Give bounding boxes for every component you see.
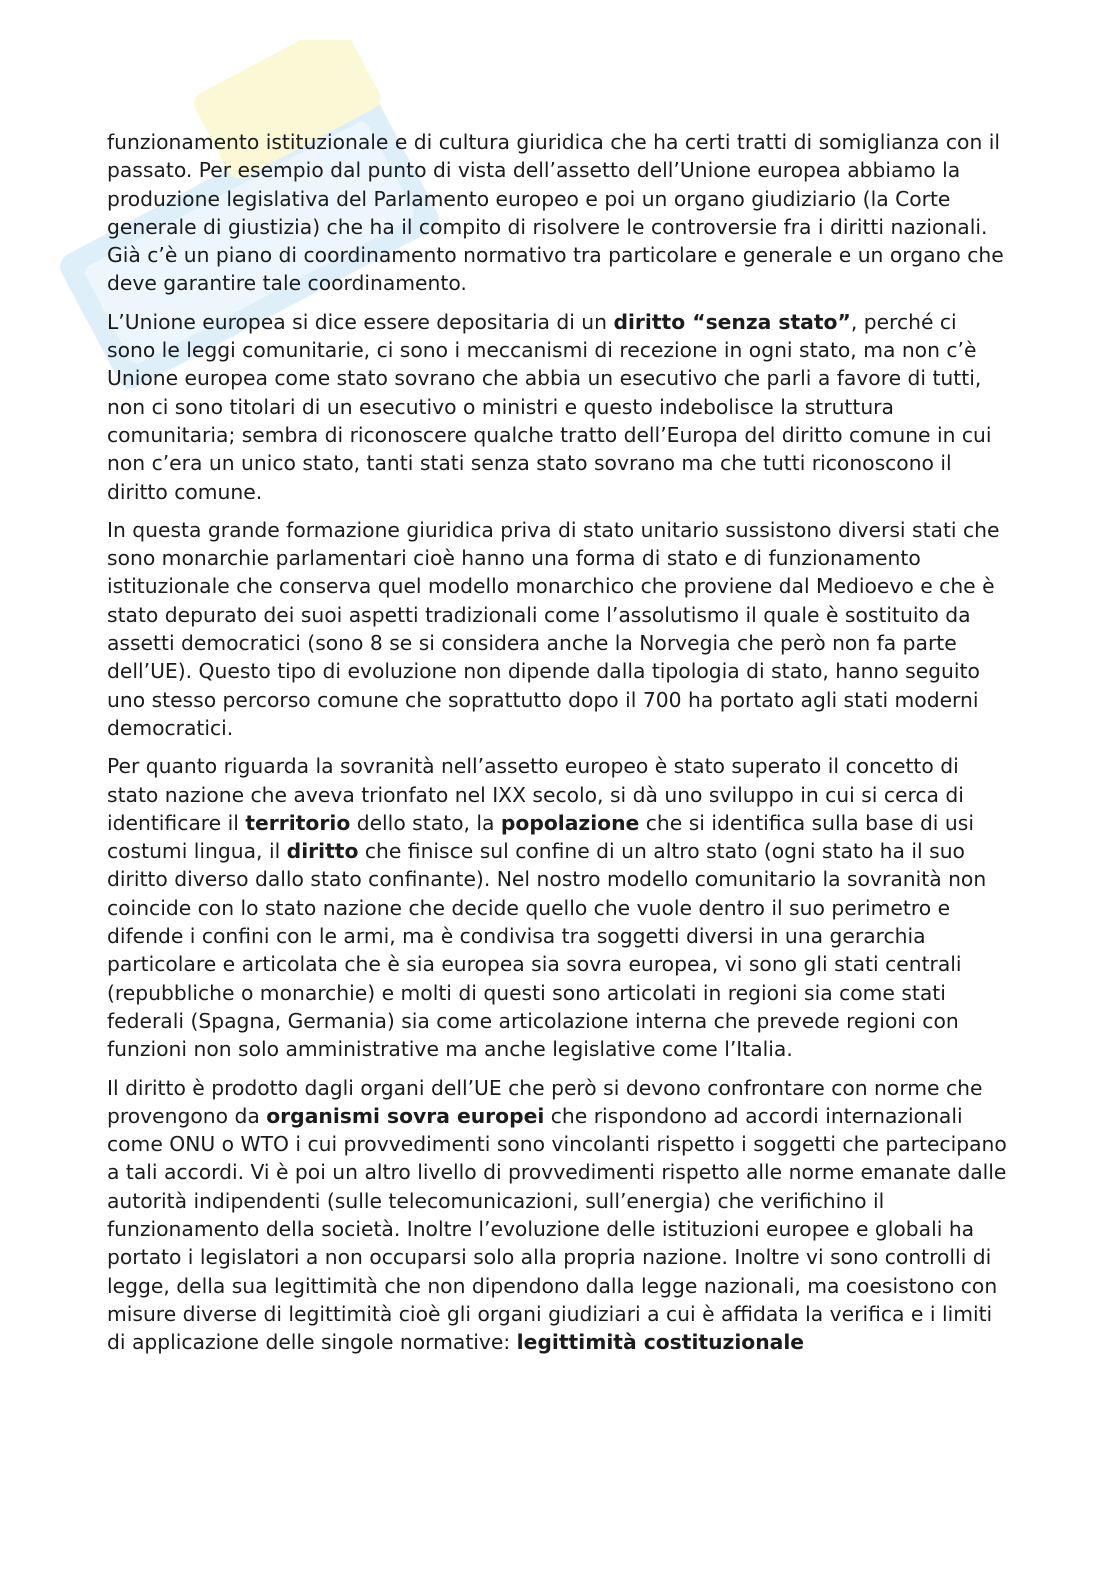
paragraph <box>107 128 1007 298</box>
bold-term: diritto “senza stato” <box>613 309 851 334</box>
bold-term: legittimità costituzionale <box>516 1330 805 1355</box>
bold-term: popolazione <box>500 810 640 835</box>
paragraph <box>107 752 1007 1063</box>
document-body <box>107 128 1007 1366</box>
text-run: funzionamento istituzionale e di cultura giuridica che ha certi tratti di somiglianza con il passato. Per esempio dal punto di vista dell’assetto dell’Unione europea abbiamo la produzione legislativa del Parlamento europeo e poi un organo giudiziario (la Corte generale di giustizia) che ha il compito di risolvere le controversie fra i diritti nazionali. Già c’è un piano di coordinamento normativo tra particolare e generale e un organo che deve garantire tale coordinamento. <box>107 130 1004 296</box>
text-run: Il diritto è prodotto dagli organi dell’UE che però si devono confrontare con norme che provengono da <box>107 1075 983 1128</box>
bold-term: territorio <box>245 810 351 835</box>
paragraph <box>107 516 1007 742</box>
text-run: , perché ci sono le leggi comunitarie, ci sono i meccanismi di recezione in ogni stato, ma non c’è Unione europea come stato sovrano che abbia un esecutivo che parli a favore di tutti, non ci sono titolari di un esecutivo o ministri e questo indebolisce la struttura comunitaria; sembra di riconoscere qualche tratto dell’Europa del diritto comune in cui non c’era un unico stato, tanti stati senza stato sovrano ma che tutti riconoscono il diritto comune. <box>107 309 992 504</box>
bold-term: diritto <box>286 839 359 864</box>
paragraph <box>107 308 1007 506</box>
text-run: che finisce sul confine di un altro stato (ogni stato ha il suo diritto diverso dallo stato confinante). Nel nostro modello comunitario la sovranità non coincide con lo stato nazione che decide quello che vuole dentro il suo perimetro e difende i confini con le armi, ma è condivisa tra soggetti diversi in una gerarchia particolare e articolata che è sia europea sia sovra europea, vi sono gli stati centrali (repubbliche o monarchie) e molti di questi sono articolati in regioni sia come stati federali (Spagna, Germania) sia come articolazione interna che prevede regioni con funzioni non solo amministrative ma anche legislative come l’Italia. <box>107 839 987 1062</box>
bold-term: organismi sovra europei <box>266 1103 545 1128</box>
text-run: Per quanto riguarda la sovranità nell’assetto europeo è stato superato il concetto di stato nazione che aveva trionfato nel IXX secolo, si dà uno sviluppo in cui si cerca di identificare il <box>107 754 964 835</box>
text-run: dello stato, la <box>350 810 501 835</box>
text-run: che rispondono ad accordi internazionali come ONU o WTO i cui provvedimenti sono vincolanti rispetto i soggetti che partecipano a tali accordi. Vi è poi un altro livello di provvedimenti rispetto alle norme emanate dalle autorità indipendenti (sulle telecomunicazioni, sull’energia) che verifichino il funzionamento della società. Inoltre l’evoluzione delle istituzioni europee e globali ha portato i legislatori a non occuparsi solo alla propria nazione. Inoltre vi sono controlli di legge, della sua legittimità che non dipendono dalla legge nazionali, ma coesistono con misure diverse di legittimità cioè gli organi giudiziari a cui è affidata la verifica e i limiti di applicazione delle singole normative: <box>107 1103 1007 1355</box>
paragraph <box>107 1074 1007 1357</box>
text-run: che si identifica sulla base di usi costumi lingua, il <box>107 810 974 864</box>
text-run: In questa grande formazione giuridica priva di stato unitario sussistono diversi stati che sono monarchie parlamentari cioè hanno una forma di stato e di funzionamento istituzionale che conserva quel modello monarchico che proviene dal Medioevo e che è stato depurato dei suoi aspetti tradizionali come l’assolutismo il quale è sostituito da assetti democratici (sono 8 se si considera anche la Norvegia che però non fa parte dell’UE). Questo tipo di evoluzione non dipende dalla tipologia di stato, hanno seguito uno stesso percorso comune che soprattutto dopo il 700 ha portato agli stati moderni democratici. <box>107 517 1000 740</box>
text-run: L’Unione europea si dice essere depositaria di un <box>107 309 614 334</box>
